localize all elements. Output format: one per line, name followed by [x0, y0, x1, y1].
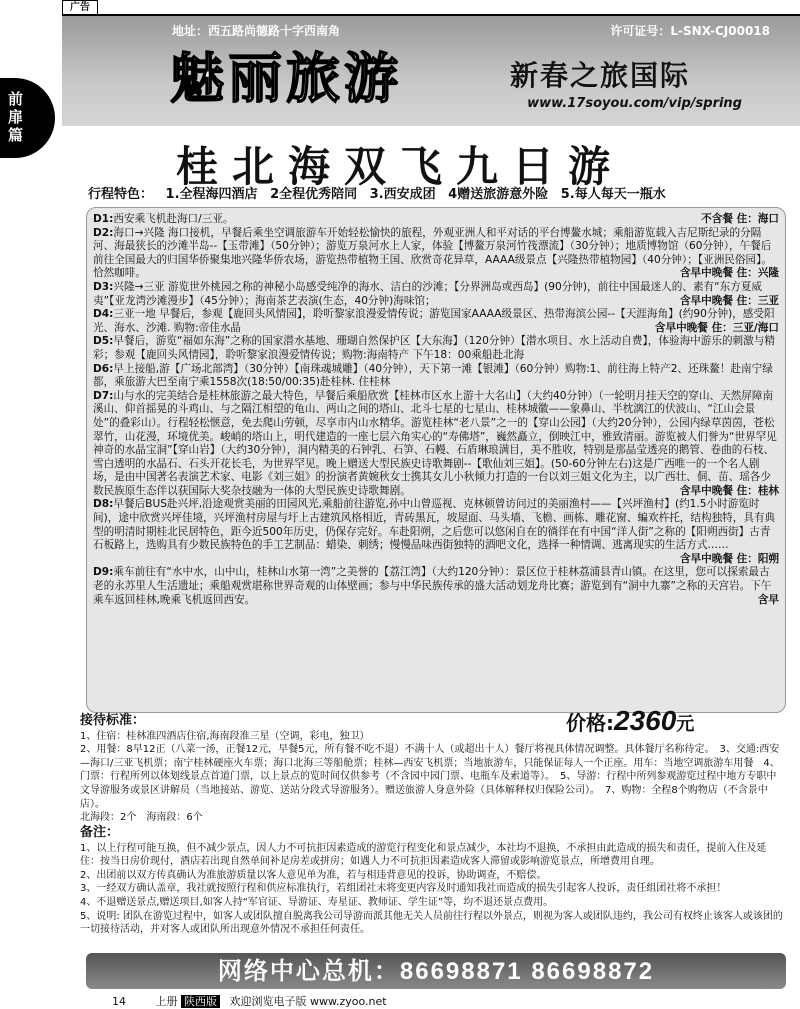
itinerary-day — [93, 281, 779, 308]
day-text: 兴隆→三亚 游览世外桃园之称的神秘小岛感受纯净的海水、洁白的沙滩；【分界洲岛或西岛】(90分钟)，前往中国最迷人的、素有“东方夏威夷”【亚龙湾沙滩漫步】（45分钟）；海南茶艺表演(生态，40分钟)海味馆； — [93, 280, 763, 307]
page-footer — [112, 993, 387, 1009]
section-tab-char: 前 — [8, 90, 24, 108]
features-label: 行程特色： — [88, 187, 154, 202]
footer-text[interactable]: 欢迎浏览电子版 www.zyoo.net — [229, 995, 387, 1008]
day-label: D6: — [93, 362, 114, 375]
day-text: 乘车前往有“水中水，山中山，桂林山水第一湾”之美誉的【荔江湾】（大约120分钟）：景区位于桂林荔浦县青山镇。在这里，您可以探索最古老的永苏里人生活遗址；乘船观赏堪称世界奇观的山体壁画；参与中华民族传承的盛大活动划龙舟比赛；游览到有“洞中九寨”之称的天宫岩。下午乘车返回桂林,晚乘飞机返回西安。 — [93, 566, 772, 606]
itinerary-day — [93, 308, 779, 335]
day-label: D9: — [93, 566, 114, 579]
hotline-numbers[interactable]: 86698871 86698872 — [399, 958, 655, 985]
remarks-line: 1、以上行程可能互换，但不减少景点，因人力不可抗拒因素造成的游览行程变化和景点减少，本社均不退换，不承担由此造成的损失和责任，提前入住及延住：按当日房价现付，酒店若出现自然单间补足房差或拼房；如遇人力不可抗拒因素造成客人滞留或影响游览景点，所增费用自理。 — [80, 842, 767, 868]
price-unit: 元 — [676, 714, 695, 735]
remarks-title: 备注： — [80, 825, 120, 840]
standards-line: 北海段：2个 海南段：6个 — [80, 812, 203, 824]
itinerary-day — [93, 390, 779, 499]
itinerary-day — [93, 213, 779, 227]
brand-subtitle: 新春之旅国际 — [510, 59, 691, 92]
day-label: D2: — [93, 226, 114, 239]
day-meal-lodging: 含早中晚餐 住：三亚/海口 — [654, 321, 779, 334]
day-meal-lodging: 含早中晚餐 住：兴隆 — [679, 267, 779, 280]
volume-label: 上册 — [155, 995, 178, 1008]
page-number: 14 — [112, 995, 126, 1008]
day-meal-lodging: 含早中晚餐 住：三亚 — [679, 294, 779, 307]
price-label: 价格: — [566, 711, 614, 735]
standards-line: 2、用餐：8早12正（八菜一汤，正餐12元，早餐5元，所有餐不吃不退）不满十人（或超出十人）餐厅将视具体情况调整。具体餐厅名称待定。 3、交通:西安—海口/三亚飞机票；南宁桂林硬座火车票；海口北海三等船舱票；桂林—西安飞机票；当地旅游车，只能保证每人一个正座。用车：当地空调旅游车用餐 4、门票：行程所列以体划线景点首道门票，以上景点的览时间仅供参考（不含园中园门票、电瓶车及索道等）。 5、导游：行程中所列参观游览过程中地方专职中文导游服务或景区讲解员（当地接站、游览、送站分段式导游服务）。赠送旅游人身意外险（具体解释权归保险公司）。 7、购物：全程8个购物店（不含景中店）。 — [80, 744, 780, 810]
itinerary-day — [93, 363, 779, 390]
tour-features — [88, 183, 674, 202]
feature-item: 3.西安成团 — [369, 187, 436, 202]
itinerary-day — [93, 335, 779, 362]
day-meal-lodging: 含早中晚餐 住：桂林 — [679, 484, 779, 497]
remarks-line: 4、不退赠送景点,赠送项目,如客人持“军官证、导游证、寿星证、教师证、学生证”等，均不退还景点费用。 — [80, 896, 554, 908]
address: 地址：西五路尚德路十字西南角 — [172, 24, 341, 38]
standards-line: 1、住宿：桂林准四酒店住宿,海南段准三星（空调，彩电，独卫） — [80, 730, 370, 742]
feature-item: 5.每人每天一瓶水 — [560, 187, 666, 202]
tour-title: 桂北海双飞九日游 — [175, 142, 624, 191]
remarks-line: 2、出团前以双方传真确认为准旅游质量以客人意见单为准，若与相违背意见的投诉，协助调查，不赔偿。 — [80, 869, 547, 881]
ad-tag: 广告 — [62, 0, 98, 15]
feature-item: 2全程优秀陪同 — [270, 187, 358, 202]
day-label: D5: — [93, 335, 114, 348]
remarks-line: 3、一经双方确认盖章，我社就按照行程和供应标准执行，若组团社未将变更内容及时通知我社而造成的损失引起客人投诉，责任组团社将不承担！ — [80, 883, 727, 895]
day-text: 三亚一地 早餐后，参观【鹿回头风情园】，聆听黎家浪漫爱情传说；游览国家AAAA级景区、热带海滨公园--【天涯海角】(约90分钟)，感受阳光、海水、沙滩. 购物:帝佳水晶 — [93, 308, 775, 334]
hotline-label: 网络中心总机： — [217, 957, 400, 985]
section-tab-char: 扉 — [8, 108, 24, 126]
day-text: 早上接船,游【广场北部湾】（30分钟）【南珠魂城雕】（40分钟），天下第一滩【银滩】（60分钟）购物:1、前往海上特产2、还珠鳌！赴南宁绿都，乘旅游大巴至南宁乘1558次(18:50/00:35)赴桂林. 住桂林 — [93, 362, 773, 389]
day-label: D4: — [93, 308, 114, 321]
day-meal-lodging: 含早中晚餐 住：阳朔 — [679, 552, 779, 565]
day-meal-lodging: 含早 — [757, 593, 779, 606]
feature-item: 4赠送旅游意外险 — [448, 187, 549, 202]
remarks — [80, 826, 786, 937]
day-label: D8: — [93, 498, 114, 511]
day-text: 西安乘飞机赴海口/三亚。 — [113, 213, 234, 225]
day-label: D3: — [93, 280, 114, 293]
brand-logo-text: 魅丽旅游 — [170, 46, 402, 110]
remarks-line: 5、说明: 团队在游览过程中，如客人或团队擅自脱离我公司导游而派其他无关人员前往行程以外景点，则视为客人或团队违约，我公司有权终止该客人或该团的一切接待活动，并对客人或团队所出现意外情况不承担任何责任。 — [80, 910, 783, 936]
license-number: 许可证号：L-SNX-CJ00018 — [610, 24, 770, 38]
standards-title: 接待标准： — [80, 713, 146, 728]
itinerary-day — [93, 227, 779, 281]
section-tab-char: 篇 — [8, 126, 24, 144]
day-meal-lodging: 不含餐 住：海口 — [701, 213, 779, 225]
service-standards — [80, 714, 786, 825]
hotline-banner — [86, 953, 786, 989]
day-label: D7: — [93, 389, 114, 402]
day-text: 海口→兴隆 海口接机，早餐后乘坐空调旅游车开始轻松愉快的旅程，外观亚洲人和平对话的平台博鳌水城；乘船游览载入吉尼斯纪录的分隔河、海最狭长的沙滩半岛--【玉带滩】（50分钟）；游览万泉河水上人家，体验【博鳌万泉河竹筏漂流】（30分钟）；地质博物馆（60分钟），午餐后前往全国最大的归国华侨聚集地兴隆华侨农场，游览热带植物王国、欣赏奇花异草，AAAA级景点【兴隆热带植物园】（40分钟）；【亚洲民俗园】。恰然咖啡。 — [93, 226, 772, 280]
price-amount: 2360 — [614, 705, 677, 736]
itinerary-day — [93, 498, 779, 566]
itinerary-box — [86, 207, 786, 713]
day-text: 早餐后，游览“福如东海”之称的国家潜水基地、珊瑚自然保护区【大东海】（120分钟）【潜水项目、水上活动自费】，体验海中游乐的刺激与精彩；参观【鹿回头风情园】，聆听黎家浪漫爱情传说；购物:海南特产 下午18：00乘船赴北海 — [93, 335, 775, 361]
day-label: D1: — [93, 213, 114, 225]
edition-badge: 陕西版 — [181, 995, 220, 1008]
day-text: 早餐后BUS赴兴坪,沿途观赏美丽的田园风光,乘船前往游览,孙中山曾巡视、克林顿曾访问过的美丽渔村——【兴坪渔村】(约1.5小时游览时间)，途中欣赏兴坪佳境，兴坪渔村房屋与圩上古建筑风格相近，青砖黑瓦，坡屋面、马头墙、飞檐、画栋、雕花窗、蝙欢杵托，结构独特，具有典型的明清时期桂北民居特色，距今近500年历史，仍保存完好。车赴阳朔，之后您可以悠闲自在的徜徉在有中国“洋人街”之称的【阳朔西街】古青石板路上，选购具有少数民族特色的手工艺制品：蜡染、刺绣；慢慢品味西街独特的酒吧文化，选择一种情调、逃离现实的生活方式…… — [93, 498, 776, 552]
itinerary-day — [93, 566, 779, 607]
day-text: 山与水的完美结合是桂林旅游之最大特色，早餐后乘船欣赏【桂林市区水上游十大名山】（大约40分钟）（一轮明月挂天空的穿山、天然屏障南溪山、仰首摇晃的斗鸡山、与之隔江相望的龟山、两山之间的塔山、北斗七星的七星山、桂林城徽——象鼻山、半枕漓江的伏波山、“江山会景处”的叠彩山）。行程轻松惬意，免去爬山劳顿，尽享市内山水精华。游览桂林“老八景”之一的【穿山公园】（大约20分钟），公园内绿草茵茵，苍松翠竹，山花漫，环境优美。峻峭的塔山上，明代建造的一座七层六角实心的“寿佛塔”，巍然矗立，倒映江中，雅致清丽。游览被人们誉为“世界罕见神奇的水晶宝洞”【穿山岩】（大约30分钟），洞内精美的石钟乳、石笋、石幔、石盾琳琅满目，美不胜收，特别是那晶莹透亮的鹅管、卷曲的石枝、雪白透明的水晶石、石头开花长毛，为世界罕见。晚上赠送大型民族史诗歌舞剧--【歌仙刘三姐】。(50-60分钟左右)这是广西唯一的一个名人剧场，是由中国著名表演艺术家、电影《刘三姐》的扮演者黄婉秋女士携其女儿小秋倾力打造的一台以刘三姐文化为主，以广西壮、侗、苗、瑶各少数民族原生态伴以获国际大奖杂技融为一体的大型民族史诗歌舞剧。 — [93, 389, 777, 497]
website-url[interactable]: www.17soyou.com/vip/spring — [527, 96, 742, 111]
header-banner — [62, 16, 800, 126]
feature-item: 1.全程海四酒店 — [165, 187, 258, 202]
